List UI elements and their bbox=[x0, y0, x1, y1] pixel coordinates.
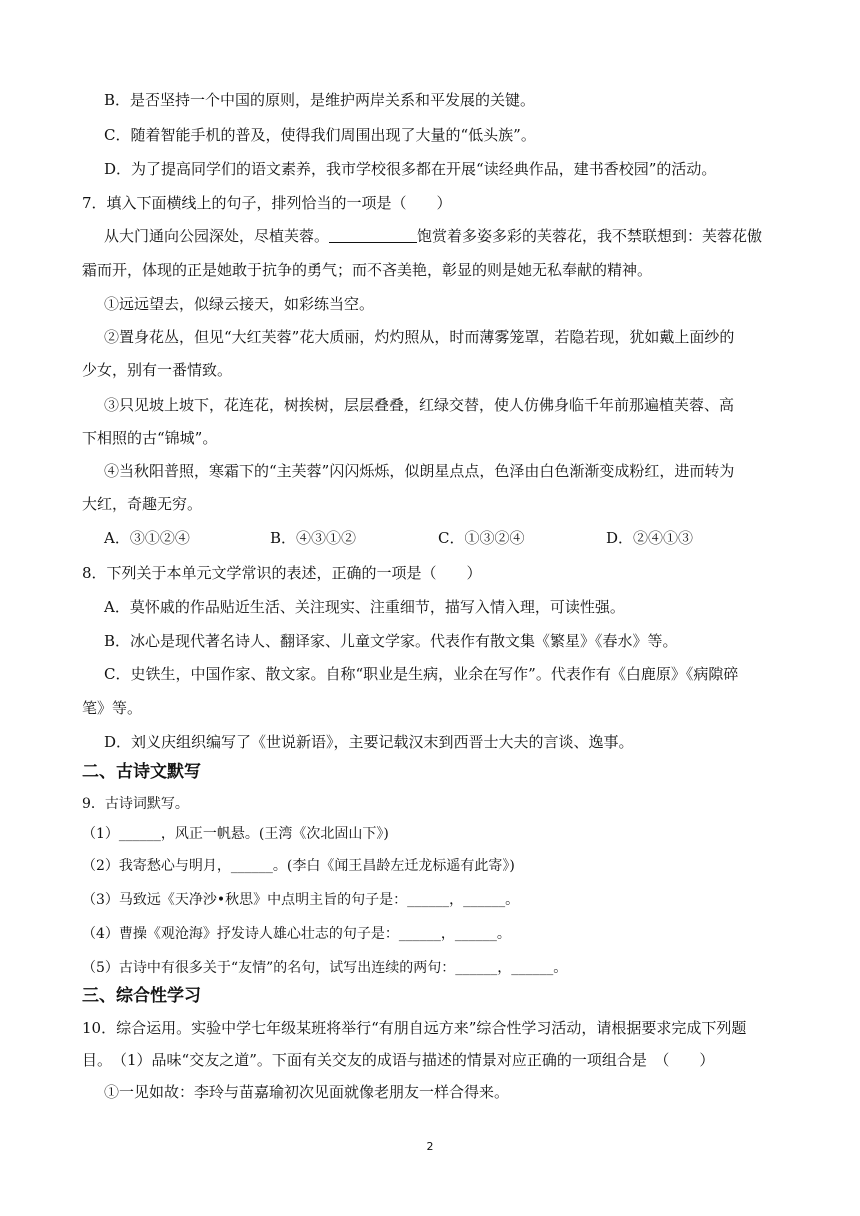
q7-sentence-2b: 少女，别有一番情致。 bbox=[82, 361, 233, 379]
q7-sentence-4b: 大红，奇趣无穷。 bbox=[82, 495, 203, 513]
q9-item-2: （2）我寄愁心与明月，______。(李白《闻王昌龄左迁龙标遥有此寄》) bbox=[82, 858, 515, 874]
q7-sentence-2a: ②置身花丛，但见“大红芙蓉”花大质丽，灼灼照从，时而薄雾笼罩，若隐若现，犹如戴上面纱的 bbox=[104, 328, 735, 346]
q7-passage-line-2: 霜而开，体现的正是她敢于抗争的勇气；而不吝美艳，彰显的则是她无私奉献的精神。 bbox=[82, 261, 653, 279]
q7-passage-part-a: 从大门通向公园深处，尽植芙蓉。 bbox=[104, 227, 330, 245]
q8-option-b[interactable]: B．冰心是现代著名诗人、翻译家、儿童文学家。代表作有散文集《繁星》《春水》等。 bbox=[104, 632, 678, 650]
section-heading-2: 二、古诗文默写 bbox=[82, 762, 201, 782]
q9-item-4: （4）曹操《观沧海》抒发诗人雄心壮志的句子是：______，______。 bbox=[82, 926, 511, 942]
section-heading-3: 三、综合性学习 bbox=[82, 986, 201, 1006]
q7-option-d[interactable]: D．②④①③ bbox=[606, 529, 694, 547]
q9-item-5: （5）古诗中有很多关于“友情”的名句，试写出连续的两句：______，______。 bbox=[82, 960, 568, 976]
q10-line-2: 目。 （1）品味“交友之道”。下面有关交友的成语与描述的情景对应正确的一项组合是 （ ） bbox=[82, 1051, 715, 1069]
q10-line-1: 10．综合运用。实验中学七年级某班将举行“有朋自远方来”综合性学习活动，请根据要求完成下列题 bbox=[82, 1019, 747, 1037]
page-number: 2 bbox=[426, 1140, 434, 1153]
q7-answer-blank bbox=[329, 226, 417, 243]
q10-line-3: ①一见如故：李玲与苗嘉瑜初次见面就像老朋友一样合得来。 bbox=[104, 1083, 510, 1101]
q6-option-b: B．是否坚持一个中国的原则，是维护两岸关系和平发展的关键。 bbox=[104, 91, 536, 109]
q9-item-1: （1）______，风正一帆悬。(王湾《次北固山下》) bbox=[82, 826, 389, 842]
q8-option-a[interactable]: A．莫怀戚的作品贴近生活、关注现实、注重细节，描写入情入理，可读性强。 bbox=[104, 598, 625, 616]
q9-stem: 9．古诗词默写。 bbox=[82, 796, 189, 812]
q6-option-c: C．随着智能手机的普及，使得我们周围出现了大量的“低头族”。 bbox=[104, 126, 536, 144]
q8-option-c-line-2: 笔》等。 bbox=[82, 699, 143, 717]
q8-option-d[interactable]: D．刘义庆组织编写了《世说新语》，主要记载汉末到西晋士大夫的言谈、逸事。 bbox=[104, 733, 634, 751]
q6-option-d: D．为了提高同学们的语文素养，我市学校很多都在开展“读经典作品，建书香校园”的活动。 bbox=[104, 160, 717, 178]
q9-item-3: （3）马致远《天净沙•秋思》中点明主旨的句子是：______，______。 bbox=[82, 892, 520, 908]
q7-sentence-3a: ③只见坡上坡下，花连花，树挨树，层层叠叠，红绿交替，使人仿佛身临千年前那遍植芙蓉、高 bbox=[104, 396, 735, 414]
q7-passage-part-b: 饱赏着多姿多彩的芙蓉花，我不禁联想到：芙蓉花傲 bbox=[417, 227, 763, 245]
q7-passage-line-1 bbox=[104, 226, 762, 246]
q7-option-c[interactable]: C．①③②④ bbox=[438, 529, 525, 547]
q7-option-a[interactable]: A．③①②④ bbox=[104, 529, 190, 547]
q8-stem: 8．下列关于本单元文学常识的表述，正确的一项是（ ） bbox=[82, 564, 482, 582]
q8-option-c-line-1[interactable]: C．史铁生，中国作家、散文家。自称“职业是生病，业余在写作”。代表作有《白鹿原》《病隙碎 bbox=[104, 665, 739, 683]
q7-sentence-1: ①远远望去，似绿云接天，如彩练当空。 bbox=[104, 295, 375, 313]
q7-option-b[interactable]: B．④③①② bbox=[270, 529, 357, 547]
q7-stem: 7．填入下面横线上的句子，排列恰当的一项是（ ） bbox=[82, 194, 452, 212]
q7-sentence-3b: 下相照的古“锦城”。 bbox=[82, 429, 218, 447]
q7-sentence-4a: ④当秋阳普照，寒霜下的“主芙蓉”闪闪烁烁，似朗星点点，色泽由白色渐渐变成粉红，进而转为 bbox=[104, 462, 735, 480]
